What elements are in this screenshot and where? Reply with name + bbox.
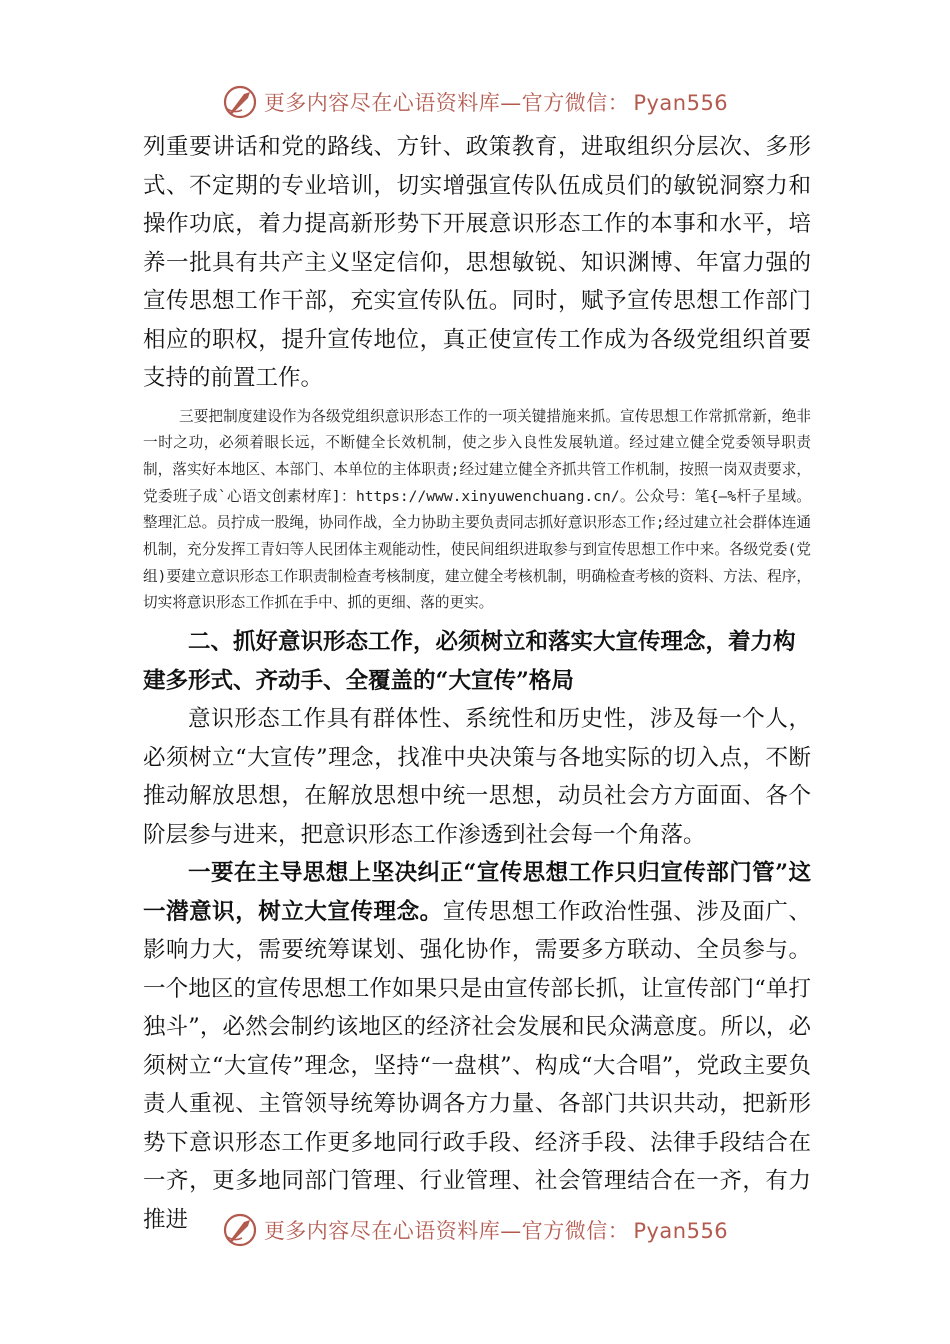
pen-nib-icon: [222, 1212, 258, 1248]
banner-text: 更多内容尽在心语资料库—官方微信：: [263, 1219, 630, 1243]
banner-text: 更多内容尽在心语资料库—官方微信：: [263, 91, 630, 115]
pen-nib-icon: [222, 84, 258, 120]
paragraph-4-body: 宣传思想工作政治性强、涉及面广、影响力大，需要统筹谋划、强化协作，需要多方联动、全员参与。一个地区的宣传思想工作如果只是由宣传部长抓，让宣传部门“单打独斗”，必然会制约该地区的经济社会发展和民众满意度。所以，必须树立“大宣传”理念，坚持“一盘棋”、构成“大合唱”，党政主要负责人重视、主管领导统筹协调各方力量、各部门共识共动，把新形势下意识形态工作更多地同行政手段、经济手段、法律手段结合在一齐，更多地同部门管理、行业管理、社会管理结合在一齐，有力推进: [143, 898, 811, 1233]
paragraph-2: 三要把制度建设作为各级党组织意识形态工作的一项关键措施来抓。宣传思想工作常抓常新，绝非一时之功，必须着眼长远，不断健全长效机制，使之步入良性发展轨道。经过建立健全党委领导职责制，落实好本地区、本部门、本单位的主体职责;经过建立健全齐抓共管工作机制，按照一岗双责要求，党委班子成`心语文创素材库]：https://www.xinyuwenchuang.cn/。公众号：笔{—%杆子星域。整理汇总。员拧成一股绳，协同作战，全力协助主要负责同志抓好意识形态工作;经过建立社会群体连通机制，充分发挥工青妇等人民团体主观能动性，使民间组织进取参与到宣传思想工作中来。各级党委(党组)要建立意识形态工作职责制检查考核制度，建立健全考核机制，明确检查考核的资料、方法、程序，切实将意识形态工作抓在手中、抓的更细、落的更实。: [143, 407, 811, 612]
header-banner: [0, 80, 950, 124]
wechat-id: Pyan556: [633, 1219, 729, 1243]
section-heading-2: 二、抓好意识形态工作，必须树立和落实大宣传理念，着力构建多形式、齐动手、全覆盖的“大宣传”格局: [143, 629, 796, 694]
document-body: [143, 128, 811, 1239]
paragraph-4-lead: 一要在主导思想上坚决纠正“宣传思想工作只归宣传部门管”这一潜意识，树立大宣传理念。: [143, 860, 811, 925]
paragraph-1: 列重要讲话和党的路线、方针、政策教育，进取组织分层次、多形式、不定期的专业培训，切实增强宣传队伍成员们的敏锐洞察力和操作功底，着力提高新形势下开展意识形态工作的本事和水平，培养一批具有共产主义坚定信仰，思想敏锐、知识渊博、年富力强的宣传思想工作干部，充实宣传队伍。同时，赋予宣传思想工作部门相应的职权，提升宣传地位，真正使宣传工作成为各级党组织首要支持的前置工作。: [143, 134, 811, 391]
wechat-id: Pyan556: [633, 91, 729, 115]
footer-banner: [0, 1208, 950, 1252]
paragraph-3: 意识形态工作具有群体性、系统性和历史性，涉及每一个人，必须树立“大宣传”理念，找准中央决策与各地实际的切入点，不断推动解放思想，在解放思想中统一思想，动员社会方方面面、各个阶层参与进来，把意识形态工作渗透到社会每一个角落。: [143, 706, 811, 848]
paragraph-4: [143, 854, 811, 1239]
